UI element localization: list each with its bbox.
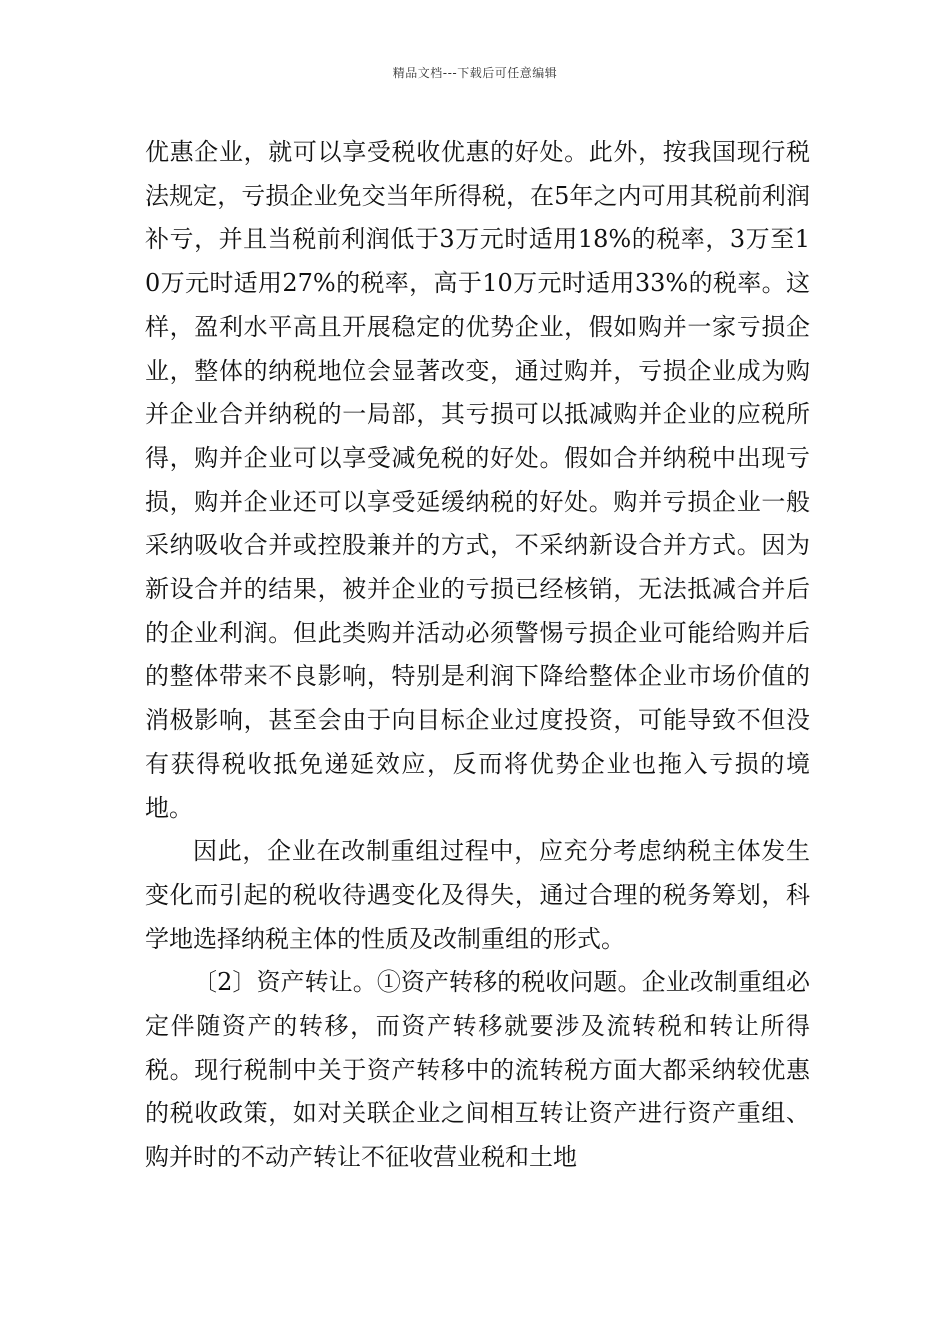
paragraph-asset-transfer: 〔2〕资产转让。①资产转移的税收问题。企业改制重组必定伴随资产的转移，而资产转移就要涉及流转税和转让所得税。现行税制中关于资产转移中的流转税方面大都采纳较优惠的税收政策，如对关联企业之间相互转让资产进行资产重组、购并时的不动产转让不征收营业税和土地 (145, 968, 810, 1172)
document-body (145, 131, 810, 1180)
paragraph-conclusion: 因此，企业在改制重组过程中，应充分考虑纳税主体发生变化而引起的税收待遇变化及得失，通过合理的税务筹划，科学地选择纳税主体的性质及改制重组的形式。 (145, 837, 810, 953)
page-header: 精品文档---下载后可任意编辑 (392, 66, 558, 80)
paragraph-continuation: 优惠企业，就可以享受税收优惠的好处。此外，按我国现行税法规定，亏损企业免交当年所得税，在5年之内可用其税前利润补亏，并且当税前利润低于3万元时适用18%的税率，3万至10万元时适用27%的税率，高于10万元时适用33%的税率。这样，盈利水平高且开展稳定的优势企业，假如购并一家亏损企业，整体的纳税地位会显著改变，通过购并，亏损企业成为购并企业合并纳税的一局部，其亏损可以抵减购并企业的应税所得，购并企业可以享受减免税的好处。假如合并纳税中出现亏损，购并企业还可以享受延缓纳税的好处。购并亏损企业一般采纳吸收合并或控股兼并的方式，不采纳新设合并方式。因为新设合并的结果，被并企业的亏损已经核销，无法抵减合并后的企业利润。但此类购并活动必须警惕亏损企业可能给购并后的整体带来不良影响，特别是利润下降给整体企业市场价值的消极影响，甚至会由于向目标企业过度投资，可能导致不但没有获得税收抵免递延效应，反而将优势企业也拖入亏损的境地。 (145, 138, 810, 822)
